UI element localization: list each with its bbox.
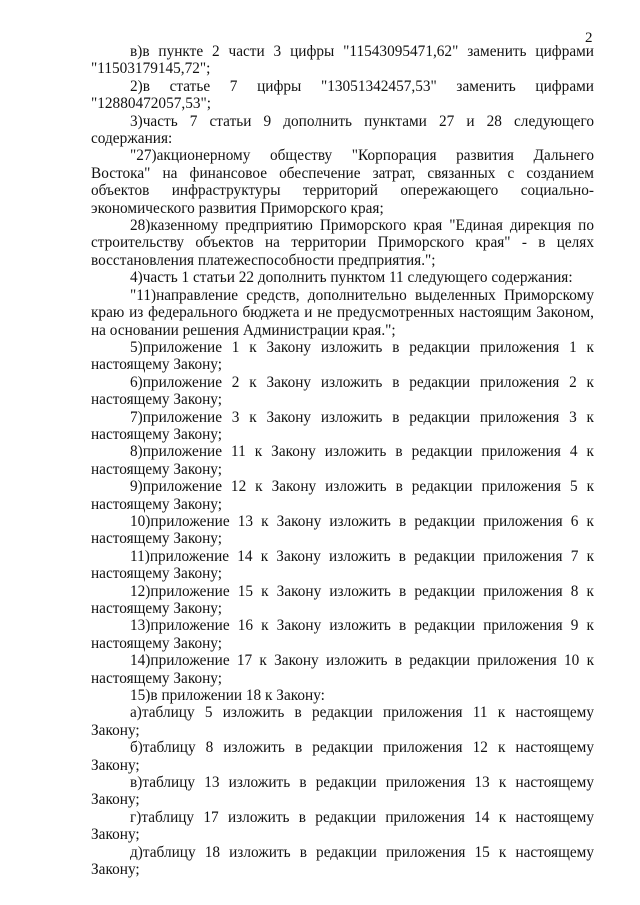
paragraph: 28)казенному предприятию Приморского края "Единая дирекция по строительству объектов на территории Приморского края" - в целях восстановления платежеспособности предприятия.";: [91, 217, 594, 269]
paragraph: г)таблицу 17 изложить в редакции приложения 14 к настоящему Закону;: [91, 808, 594, 844]
paragraph: в)таблицу 13 изложить в редакции приложения 13 к настоящему Закону;: [91, 774, 594, 809]
paragraph: 3)часть 7 статьи 9 дополнить пунктами 27 и 28 следующего содержания:: [91, 112, 594, 148]
page-number: 2: [585, 30, 593, 46]
paragraph: 2)в статье 7 цифры "13051342457,53" заменить цифрами "12880472057,53";: [91, 77, 594, 113]
paragraph: 7)приложение 3 к Закону изложить в редакции приложения 3 к настоящему Закону;: [91, 408, 594, 443]
paragraph: 4)часть 1 статьи 22 дополнить пунктом 11 следующего содержания:: [130, 269, 573, 287]
paragraph: б)таблицу 8 изложить в редакции приложения 12 к настоящему Закону;: [91, 739, 594, 774]
paragraph: 9)приложение 12 к Закону изложить в редакции приложения 5 к настоящему Закону;: [91, 478, 594, 513]
paragraph: 14)приложение 17 к Закону изложить в редакции приложения 10 к настоящему Закону;: [91, 652, 594, 687]
paragraph: в)в пункте 2 части 3 цифры "11543095471,62" заменить цифрами "11503179145,72";: [91, 43, 594, 78]
paragraph: 10)приложение 13 к Закону изложить в редакции приложения 6 к настоящему Закону;: [91, 512, 594, 548]
paragraph: 12)приложение 15 к Закону изложить в редакции приложения 8 к настоящему Закону;: [91, 582, 594, 617]
paragraph: "27)акционерному обществу "Корпорация развития Дальнего Востока" на финансовое обеспечение затрат, связанных с созданием объектов инфраструктуры территорий опережающего социально-экономического развития Приморского края;: [91, 147, 594, 217]
paragraph: 5)приложение 1 к Закону изложить в редакции приложения 1 к настоящему Закону;: [91, 338, 594, 374]
paragraph: 15)в приложении 18 к Закону:: [130, 687, 325, 705]
paragraph: 8)приложение 11 к Закону изложить в редакции приложения 4 к настоящему Закону;: [91, 443, 594, 478]
paragraph: д)таблицу 18 изложить в редакции приложения 15 к настоящему Закону;: [91, 843, 594, 879]
paragraph: 6)приложение 2 к Закону изложить в редакции приложения 2 к настоящему Закону;: [91, 373, 594, 409]
paragraph: 11)приложение 14 к Закону изложить в редакции приложения 7 к настоящему Закону;: [91, 547, 594, 583]
paragraph: а)таблицу 5 изложить в редакции приложения 11 к настоящему Закону;: [91, 704, 594, 739]
paragraph: "11)направление средств, дополнительно выделенных Приморскому краю из федерального бюджета и не предусмотренных настоящим Законом, на основании решения Администрации края.";: [91, 286, 594, 339]
document-body: [91, 43, 594, 879]
paragraph: 13)приложение 16 к Закону изложить в редакции приложения 9 к настоящему Закону;: [91, 617, 594, 652]
